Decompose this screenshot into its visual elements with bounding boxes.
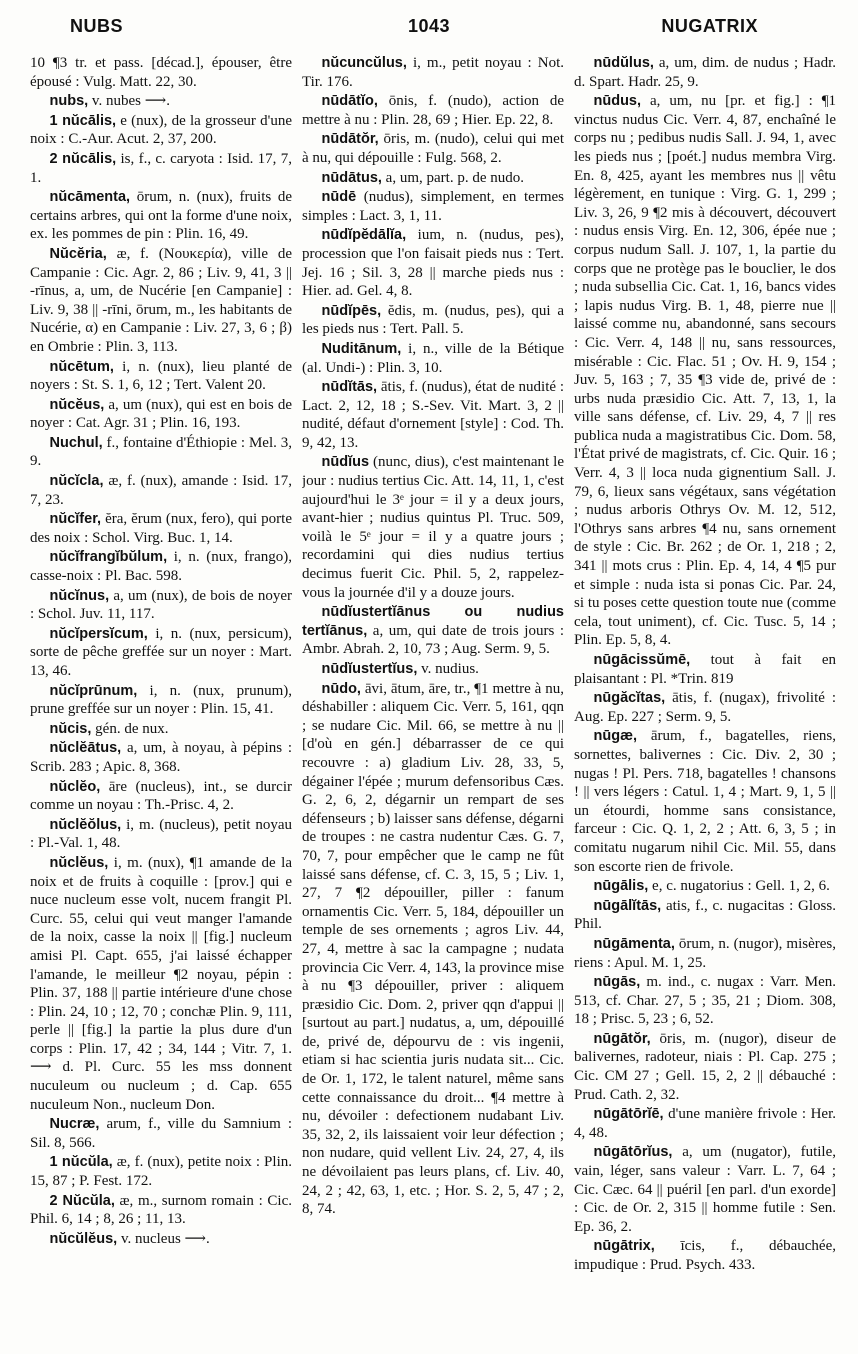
dictionary-entry	[574, 651, 836, 688]
entry-headword: nūdĭustertĭus,	[321, 661, 418, 677]
entry-headword: nūdātus,	[321, 169, 382, 186]
entry-definition: æ, f. (nux), amande : Isid. 17, 7, 23.	[30, 473, 292, 508]
entry-definition: ārum, f., bagatelles, riens, sornettes, balivernes : Cic. Div. 2, 30 ; nugas ! Pl. Pers. 718, bagatelles ! chansons ! || vers légers : Catul. 1, 4 ; Mart. 9, 1, 5 || un étourdi, homme sans consistance, farceur : Cic. Q. 1, 2, 2 ; Att. 6, 3, 5 ; in comitatu nugarum nihil Cic. Mil. 55, dans son escorte rien de frivole.	[574, 728, 836, 875]
dictionary-entry	[574, 1237, 836, 1274]
dictionary-entry	[574, 935, 836, 972]
dictionary-entry	[574, 1030, 836, 1104]
entry-definition: a, um (nux), de bois de noyer : Schol. Juv. 11, 117.	[30, 587, 292, 623]
entry-definition: f., fontaine d'Éthiopie : Mel. 3, 9.	[30, 434, 292, 470]
entry-definition: ōris, m. (nugor), diseur de balivernes, radoteur, niais : Pl. Cap. 275 ; Cic. CM 27 ; Gell. 15, 2, 2 || débauché : Prud. Cath. 2, 32.	[574, 1030, 836, 1103]
entry-headword: nūdĭus	[321, 454, 370, 471]
entry-definition: i, n. (nux), lieu planté de noyers : St. S. 1, 6, 12 ; Tert. Valent 20.	[30, 358, 292, 394]
entry-headword: nūdĭpēs,	[321, 302, 382, 319]
dictionary-entry	[302, 188, 564, 225]
entry-definition: a, um, dim. de nudus ; Hadr. d. Spart. Hadr. 25, 9.	[574, 55, 836, 90]
dictionary-entry	[30, 1115, 292, 1152]
entry-definition: ōnis, f. (nudo), action de mettre à nu : Plin. 28, 69 ; Hier. Ep. 22, 8.	[302, 93, 564, 128]
entry-definition: v. nubes ⟶.	[88, 93, 170, 110]
entry-headword: nūdĭtās,	[321, 379, 378, 396]
entry-headword: nŭclĕo,	[49, 778, 101, 795]
entry-definition: tout à fait en plaisantant : Pl. *Trin. 819	[574, 652, 836, 687]
dictionary-entry	[302, 660, 564, 679]
entry-headword: nubs,	[49, 93, 89, 110]
entry-definition: æ, f. (nux), petite noix : Plin. 15, 87 ; P. Fest. 172.	[30, 1154, 292, 1190]
entry-headword: nŭclĕātus,	[49, 740, 122, 757]
dictionary-entry	[30, 358, 292, 395]
entry-definition: a, um (nux), qui est en bois de noyer : Cat. Agr. 31 ; Plin. 16, 193.	[30, 396, 292, 432]
entry-definition: i, n. (nux, prunum), prune greffée sur un noyer : Plin. 15, 41.	[30, 682, 292, 718]
entry-definition: (nunc, dius), c'est maintenant le jour : nudius tertius Cic. Att. 14, 11, 1, c'est aujourd'hui le 3ᵉ jour = il y a deux jours, avant-hier ; nudius quintus Pl. Truc. 509, voilà le 5ᵉ jour = il y a quatre jours ; recordamini qui dies nudius tertius decimus fuerit Cic. Phil. 5, 2, rappelez-vous la journée d'il y a douze jours.	[302, 454, 564, 601]
dictionary-entry	[30, 472, 292, 509]
entry-headword: nūgāmenta,	[593, 935, 675, 952]
dictionary-entry	[302, 169, 564, 188]
dictionary-entry	[30, 1192, 292, 1229]
text-columns	[30, 54, 836, 1344]
entry-definition: ōris, m. (nudo), celui qui met à nu, qui dépouille : Fulg. 568, 2.	[302, 131, 564, 166]
entry-definition: v. nudius.	[417, 661, 479, 677]
entry-definition: 10 ¶3 tr. et pass. [décad.], épouser, être épousé : Vulg. Matt. 22, 30.	[30, 55, 292, 90]
dictionary-entry	[30, 54, 292, 91]
entry-headword: nŭcĕus,	[49, 396, 105, 413]
dictionary-entry	[574, 727, 836, 876]
entry-definition: e (nux), de la grosseur d'une noix : C.-Aur. Acut. 2, 37, 200.	[30, 112, 292, 148]
entry-headword: nūdo,	[321, 680, 361, 697]
entry-definition: ātis, f. (nugax), frivolité : Aug. Ep. 227 ; Serm. 9, 5.	[574, 690, 836, 725]
dictionary-entry	[574, 92, 836, 650]
entry-headword: nūdĭpĕdālĭa,	[321, 227, 407, 244]
entry-definition: i, n. (nux, persicum), sorte de pêche greffée sur un noyer : Mart. 13, 46.	[30, 625, 292, 679]
page-number: 1043	[407, 16, 451, 36]
dictionary-entry	[302, 340, 564, 377]
entry-headword: nūgātrix,	[593, 1238, 655, 1255]
entry-definition: (nudus), simplement, en termes simples : Lact. 3, 1, 11.	[302, 189, 564, 224]
entry-definition: ōrum, n. (nugor), misères, riens : Apul. M. 1, 25.	[574, 935, 836, 971]
dictionary-entry	[574, 1105, 836, 1142]
entry-definition: a, um, qui date de trois jours : Ambr. Abrah. 2, 10, 73 ; Aug. Serm. 9, 5.	[302, 622, 564, 658]
entry-headword: nūdātŏr,	[321, 131, 379, 148]
entry-headword: nūgæ,	[593, 728, 637, 745]
column-middle	[302, 54, 564, 1344]
entry-headword: 1 nŭcālis,	[49, 112, 117, 129]
dictionary-entry	[302, 603, 564, 659]
entry-headword: Nuditānum,	[321, 340, 402, 357]
entry-headword: nūdātĭo,	[321, 93, 378, 110]
dictionary-entry	[30, 816, 292, 853]
dictionary-entry	[302, 226, 564, 300]
dictionary-entry	[574, 973, 836, 1029]
entry-headword: nūdē	[321, 189, 357, 206]
dictionary-entry	[574, 897, 836, 934]
dictionary-entry	[30, 1230, 292, 1249]
entry-definition: ium, n. (nudus, pes), procession que l'on faisait pieds nus : Tert. Jej. 16 ; Sil. 3, 28 || marche pieds nus : Hier. ad. Gel. 4, 8.	[302, 227, 564, 300]
entry-definition: i, n. (nux, frango), casse-noix : Pl. Bac. 598.	[30, 549, 292, 585]
entry-headword: 2 Nŭcŭla,	[49, 1192, 115, 1209]
dictionary-entry	[30, 434, 292, 471]
entry-definition: i, m., petit noyau : Not. Tir. 176.	[302, 55, 564, 90]
header-first-word: NUBS	[70, 16, 124, 36]
entry-headword: nūgātŏr,	[593, 1030, 651, 1047]
entry-headword: Nŭcĕria,	[49, 245, 107, 262]
dictionary-entry	[302, 680, 564, 1219]
dictionary-entry	[30, 1153, 292, 1190]
entry-definition: ĕdis, m. (nudus, pes), qui a les pieds nus : Tert. Pall. 5.	[302, 302, 564, 338]
entry-headword: nŭcĭfrangĭbŭlum,	[49, 549, 168, 566]
entry-headword: nūdĭustertĭānus ou nudius tertĭānus,	[302, 604, 564, 639]
entry-headword: Nucræ,	[49, 1116, 100, 1133]
entry-headword: nŭcŭlĕus,	[49, 1230, 118, 1247]
entry-definition: a, um, à noyau, à pépins : Scrib. 283 ; Apic. 8, 368.	[30, 740, 292, 775]
entry-definition: is, f., c. caryota : Isid. 17, 7, 1.	[30, 150, 292, 186]
entry-headword: nūgālis,	[593, 878, 649, 895]
dictionary-entry	[302, 92, 564, 129]
dictionary-entry	[30, 854, 292, 1114]
entry-headword: nūgăcĭtas,	[593, 690, 666, 707]
entry-definition: i, m. (nucleus), petit noyau : Pl.-Val. 1, 48.	[30, 816, 292, 852]
entry-definition: āvi, ātum, āre, tr., ¶1 mettre à nu, déshabiller : aliquem Cic. Verr. 5, 161, qqn ; se nudare Cic. Mil. 66, se mettre à nu || [d'où en gén.] débarrasser de ce qui recouvre : a) gladium Liv. 28, 33, 5, dégainer l'épée ; murum defensoribus Cæs. G. 2, 6, 2, dégarnir un rempart de ses défenseurs ; b) laisser sans défense, dégarni de troupes : ne castra nudentur Cæs. G. 7, 70, 7, pour empêcher que le camp ne fût laissé sans défense, cf. C. 3, 15, 5 ; Liv. 1, 27, 7 ¶2 dépouiller, piller : fanum ornamentis Cic. Verr. 5, 184, dépouiller un temple de ses ornements ; agros Liv. 44, 27, 4, mettre à sac la campagne ; nudata provincia Cic Verr. 4, 143, la province mise à nu ¶3 dépouiller, priver : aliquem præsidio Cic. Dom. 2, priver qqn d'appui || [surtout au part.] nudatus, a, um, dépouillé de, privé de, dépourvu de : vis ingenii, etiam si hac scientia juris nudata sit... Cic. de Or. 1, 172, le talent naturel, même sans cette connaissance du droit... ¶4 mettre à nu, dévoiler : defectionem nudabant Liv. 35, 32, 2, ils laissaient voir leur défection ; non nudare, quid vellent Liv. 24, 27, 4, ils ne dévoilaient pas leurs plans, cf. Liv. 40, 24, 2 ; 42, 63, 1, etc. ; Hor. S. 2, 5, 47 ; 2, 8, 74.	[302, 680, 564, 1218]
entry-headword: nūgātōrĭē,	[593, 1106, 664, 1123]
entry-headword: nūdŭlus,	[593, 55, 654, 71]
dictionary-entry	[30, 188, 292, 244]
entry-definition: d'une manière frivole : Her. 4, 48.	[574, 1106, 836, 1141]
entry-headword: nŭclĕŏlus,	[49, 816, 122, 833]
dictionary-entry	[302, 302, 564, 339]
dictionary-entry	[30, 510, 292, 547]
entry-headword: nŭcĭnus,	[49, 587, 110, 604]
entry-definition: a, um (nugator), futile, vain, léger, sans valeur : Varr. L. 7, 64 ; Cic. Cæc. 64 || puéril [en parl. d'un exorde] : Cic. de Or. 2, 315 || homme futile : Sen. Ep. 36, 2.	[574, 1144, 836, 1235]
dictionary-entry	[30, 625, 292, 681]
entry-definition: atis, f., c. nugacitas : Gloss. Phil.	[574, 897, 836, 933]
column-left	[30, 54, 292, 1344]
entry-definition: ĕra, ĕrum (nux, fero), qui porte des noix : Schol. Virg. Buc. 1, 14.	[30, 511, 292, 546]
entry-definition: arum, f., ville du Samnium : Sil. 8, 566.	[30, 1116, 292, 1151]
entry-definition: i, n., ville de la Bétique (al. Undi-) : Plin. 3, 10.	[302, 340, 564, 376]
entry-definition: īcis, f., débauchée, impudique : Prud. Psych. 433.	[574, 1238, 836, 1273]
entry-headword: nūgācissŭmē,	[593, 652, 691, 668]
dictionary-entry	[30, 587, 292, 624]
header-last-word: NUGATRIX	[661, 16, 758, 36]
entry-definition: i, m. (nux), ¶1 amande de la noix et de fruits à coquille : [prov.] qui e nuce nucleum esse volt, nucem frangit Pl. Curc. 55, celui qui veut manger l'amande de la noix, casse la noix || [fig.] nucleum amisi Pl. Capt. 655, j'ai laissé échapper l'amande, le meilleur ¶2 noyau, pépin : Plin. 37, 188 || partie intérieure d'une chose : Plin. 24, 10 ; 12, 70 ; conchæ Plin. 9, 111, perle || [fig.] la partie la plus dure d'un corps : Plin. 17, 42 ; 34, 144 ; Vitr. 7, 1. ⟶ d. Pl. Curc. 55 les mss donnent nuculeum ou nucleum ; d. Cap. 655 nuculeum Non., nucleum Don.	[30, 854, 292, 1113]
dictionary-entry	[30, 739, 292, 776]
entry-headword: 1 nŭcŭla,	[49, 1154, 113, 1171]
dictionary-entry	[302, 54, 564, 91]
dictionary-entry	[30, 396, 292, 433]
dictionary-entry	[30, 92, 292, 111]
entry-definition: āre (nucleus), int., se durcir comme un noyau : Th.-Prisc. 4, 2.	[30, 778, 292, 814]
entry-definition: æ, m., surnom romain : Cic. Phil. 6, 14 ; 8, 26 ; 11, 13.	[30, 1192, 292, 1228]
running-header	[0, 16, 858, 46]
dictionary-entry	[574, 877, 836, 896]
dictionary-entry	[574, 1143, 836, 1236]
dictionary-entry	[574, 54, 836, 91]
dictionary-entry	[302, 130, 564, 167]
entry-headword: nŭcētum,	[49, 358, 114, 375]
entry-definition: æ, f. (Νουκερία), ville de Campanie : Cic. Agr. 2, 86 ; Liv. 9, 41, 3 || -rīnus, a, um, de Nucérie [en Campanie] : Liv. 9, 38 || -rīni, ōrum, m., les habitants de Nucérie, α) en Campanie : Liv. 27, 3, 6 ; β) en Ombrie : Plin. 3, 113.	[30, 245, 292, 355]
entry-headword: nūgās,	[593, 974, 641, 991]
entry-headword: nŭcuncŭlus,	[321, 55, 407, 71]
dictionary-entry	[30, 548, 292, 585]
entry-headword: nūgātōrĭus,	[593, 1144, 673, 1161]
column-right	[574, 54, 836, 1344]
dictionary-entry	[30, 682, 292, 719]
entry-definition: a, um, part. p. de nudo.	[381, 169, 524, 186]
entry-headword: nŭcĭpersĭcum,	[49, 625, 148, 642]
entry-headword: nŭcāmenta,	[49, 189, 131, 206]
entry-headword: nūdus,	[593, 93, 642, 110]
entry-definition: ōrum, n. (nux), fruits de certains arbres, qui ont la forme d'une noix, ex. les pommes de pin : Plin. 16, 49.	[30, 189, 292, 243]
dictionary-entry	[302, 378, 564, 452]
entry-headword: nūgālĭtās,	[593, 897, 662, 914]
dictionary-entry	[30, 720, 292, 739]
entry-headword: nŭcĭprūnum,	[49, 682, 138, 699]
entry-headword: nŭcis,	[49, 720, 92, 737]
dictionary-entry	[30, 150, 292, 187]
entry-headword: nŭcĭcla,	[49, 473, 104, 490]
entry-definition: m. ind., c. nugax : Varr. Men. 513, cf. Char. 27, 5 ; 35, 21 ; Diom. 308, 18 ; Prisc. 5, 23 ; 6, 52.	[574, 974, 836, 1028]
entry-definition: e, c. nugatorius : Gell. 1, 2, 6.	[648, 878, 830, 895]
dictionary-entry	[574, 689, 836, 726]
entry-definition: gén. de nux.	[91, 720, 169, 737]
entry-headword: Nuchul,	[49, 434, 103, 451]
entry-definition: a, um, nu [pr. et fig.] : ¶1 vinctus nudus Cic. Verr. 4, 87, enchaîné le corps nu ; pedibus nudis Sall. J. 94, 1, avec les pieds nus ; [poét.] nudus membra Virg. En. 8, 425, ayant les membres nus || vêtu légèrement, en tunique : Virg. G. 1, 299 ; Liv. 3, 26, 9 ¶2 mis à découvert, découvert : nudus ensis Virg. En. 12, 306, épée nue ; corpus nudum Sall. J. 107, 1, la partie du corps que ne protège pas le bouclier, le dos ; nuda subsellia Cic. Cat. 1, 16, bancs vides ; lapis nudus Virg. B. 1, 48, pierre nue || laissé comme nu, abandonné, sans secours : Cic. Verr. 4, 148 || nu, sans ressources, misérable : Cic. Flac. 51 ; Ov. H. 9, 154 ; Juv. 5, 163 ; 7, 35 ¶3 vide de, privé de : urbs nuda præsidio Cic. Att. 7, 13, 1, la ville sans défense, cf. Liv. 29, 4, 7 || res publica nuda a magistratibus Cic. Dom. 58, l'État privé de magistrats, cf. Cic. Quir. 16 ; Verr. 4, 3 || loca nuda gignentium Sall. J. 79, 6, lieux sans végétaux, sans végétation ; nudus arboris Othrys Ov. M. 12, 512, l'Othrys sans arbres ¶4 nu, sans ornement de style : Cic. Br. 262 ; de Or. 1, 218 ; 2, 341 || mots crus : Plin. Ep. 4, 14, 4 ¶5 pur et simple : nuda ista si ponas Cic. Par. 24, si tu poses cette question toute nue (comme cela, tout uniment), cf. Cic. Tusc. 5, 14 ; Plin. Ep. 5, 8, 4.	[574, 93, 836, 649]
dictionary-entry	[302, 453, 564, 602]
entry-definition: ātis, f. (nudus), état de nudité : Lact. 2, 12, 18 ; S.-Sev. Vit. Mart. 3, 2 || nudité, défaut d'ornement [style] : Cod. Th. 9, 42, 13.	[302, 379, 564, 451]
dictionary-entry	[30, 778, 292, 815]
entry-headword: 2 nŭcālis,	[49, 150, 117, 167]
dictionary-entry	[30, 112, 292, 149]
entry-headword: nŭclĕus,	[49, 854, 109, 871]
entry-headword: nŭcĭfer,	[49, 511, 102, 528]
dictionary-entry	[30, 245, 292, 357]
entry-definition: v. nucleus ⟶.	[117, 1230, 210, 1247]
